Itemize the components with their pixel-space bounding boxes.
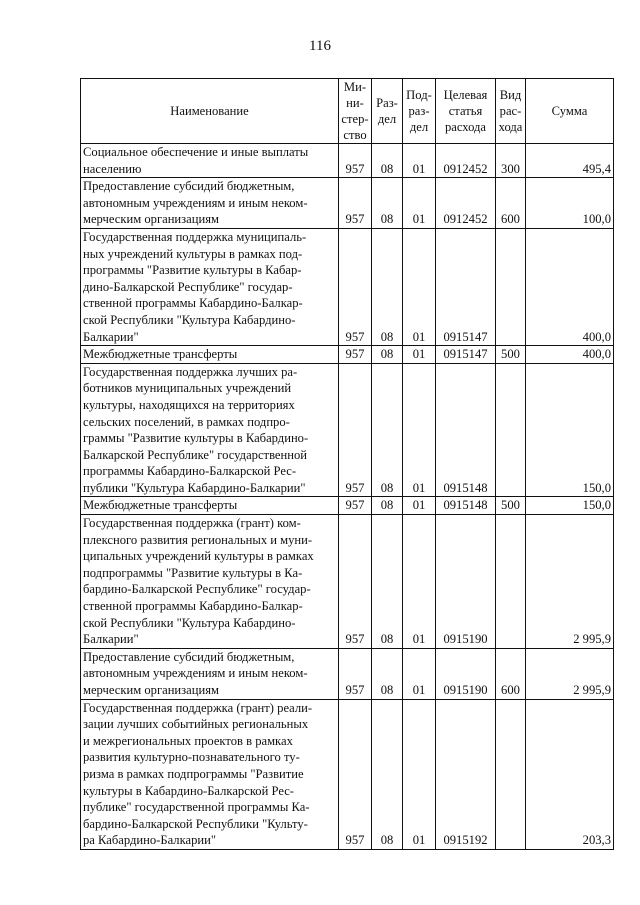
row-type: 600 [496,178,526,229]
row-subsection: 01 [403,346,436,364]
row-name: Предоставление субсидий бюджетным, автономным учреждениям и иным неком- мерческим организациям [81,648,339,699]
row-name: Государственная поддержка лучших ра- ботников муниципальных учреждений культуры, находящихся на территориях сельских поселений, в рамках подпро- граммы "Развитие культуры в Кабардино- Балкарской Республике" государственной программы Кабардино-Балкарской Рес- публики "Культура Кабардино-Балкарии" [81,363,339,497]
row-name: Государственная поддержка (грант) ком- плексного развития региональных и муни- ципальных учреждений культуры в рамках подпрограммы "Развитие культуры в Ка- бардино-Балкарской Республике" государ- ственной программы Кабардино-Балкар- ской Республики "Культура Кабардино- Балкарии" [81,515,339,649]
table-row [81,515,614,649]
header-subsection: Под- раз- дел [403,79,436,144]
row-section: 08 [372,363,403,497]
row-ministry: 957 [339,346,372,364]
row-target: 0915147 [436,346,496,364]
row-ministry: 957 [339,144,372,178]
row-section: 08 [372,497,403,515]
header-target: Целевая статья расхода [436,79,496,144]
row-target: 0912452 [436,144,496,178]
row-ministry: 957 [339,363,372,497]
row-name: Межбюджетные трансферты [81,346,339,364]
row-type: 300 [496,144,526,178]
table-row [81,497,614,515]
row-subsection: 01 [403,515,436,649]
row-amount: 203,3 [526,699,614,849]
header-amount: Сумма [526,79,614,144]
table-body [81,144,614,850]
row-section: 08 [372,346,403,364]
row-name: Социальное обеспечение и иные выплаты населению [81,144,339,178]
row-subsection: 01 [403,178,436,229]
header-section: Раз- дел [372,79,403,144]
table-row [81,699,614,849]
row-name: Государственная поддержка муниципаль- ных учреждений культуры в рамках под- программы "Развитие культуры в Кабар- дино-Балкарской Республике" государ- ственной программы Кабардино-Балкар- ской Республики "Культура Кабардино- Балкарии" [81,228,339,345]
table-row [81,178,614,229]
row-amount: 2 995,9 [526,648,614,699]
row-type [496,228,526,345]
row-section: 08 [372,648,403,699]
row-target: 0915190 [436,515,496,649]
row-subsection: 01 [403,228,436,345]
row-amount: 100,0 [526,178,614,229]
row-type: 500 [496,346,526,364]
row-target: 0915192 [436,699,496,849]
row-ministry: 957 [339,497,372,515]
row-ministry: 957 [339,648,372,699]
row-section: 08 [372,515,403,649]
budget-table [80,78,614,850]
row-name: Государственная поддержка (грант) реали- зации лучших событийных региональных и межрегиональных проектов в рамках развития культурно-познавательного ту- ризма в рамках подпрограммы "Развитие культуры в Кабардино-Балкарской Рес- публике" государственной программы Ка- бардино-Балкарской Республики "Культу- ра Кабардино-Балкарии" [81,699,339,849]
row-name: Предоставление субсидий бюджетным, автономным учреждениям и иным неком- мерческим организациям [81,178,339,229]
row-amount: 150,0 [526,497,614,515]
row-section: 08 [372,178,403,229]
row-ministry: 957 [339,515,372,649]
row-amount: 400,0 [526,228,614,345]
header-ministry: Ми- ни- стер- ство [339,79,372,144]
row-target: 0915148 [436,497,496,515]
row-ministry: 957 [339,228,372,345]
table-row [81,144,614,178]
row-amount: 2 995,9 [526,515,614,649]
row-type [496,515,526,649]
table-row [81,363,614,497]
row-subsection: 01 [403,648,436,699]
row-type [496,363,526,497]
table-row [81,346,614,364]
row-type: 600 [496,648,526,699]
row-amount: 400,0 [526,346,614,364]
row-type: 500 [496,497,526,515]
row-name: Межбюджетные трансферты [81,497,339,515]
row-section: 08 [372,699,403,849]
row-ministry: 957 [339,178,372,229]
row-subsection: 01 [403,363,436,497]
row-target: 0915147 [436,228,496,345]
table-row [81,228,614,345]
row-target: 0915190 [436,648,496,699]
table-row [81,648,614,699]
table-header-row [81,79,614,144]
row-subsection: 01 [403,497,436,515]
row-section: 08 [372,144,403,178]
row-amount: 150,0 [526,363,614,497]
row-section: 08 [372,228,403,345]
row-amount: 495,4 [526,144,614,178]
row-subsection: 01 [403,144,436,178]
row-subsection: 01 [403,699,436,849]
header-name: Наименование [81,79,339,144]
row-ministry: 957 [339,699,372,849]
page-number: 116 [309,38,331,54]
row-type [496,699,526,849]
header-type: Вид рас- хода [496,79,526,144]
row-target: 0915148 [436,363,496,497]
row-target: 0912452 [436,178,496,229]
